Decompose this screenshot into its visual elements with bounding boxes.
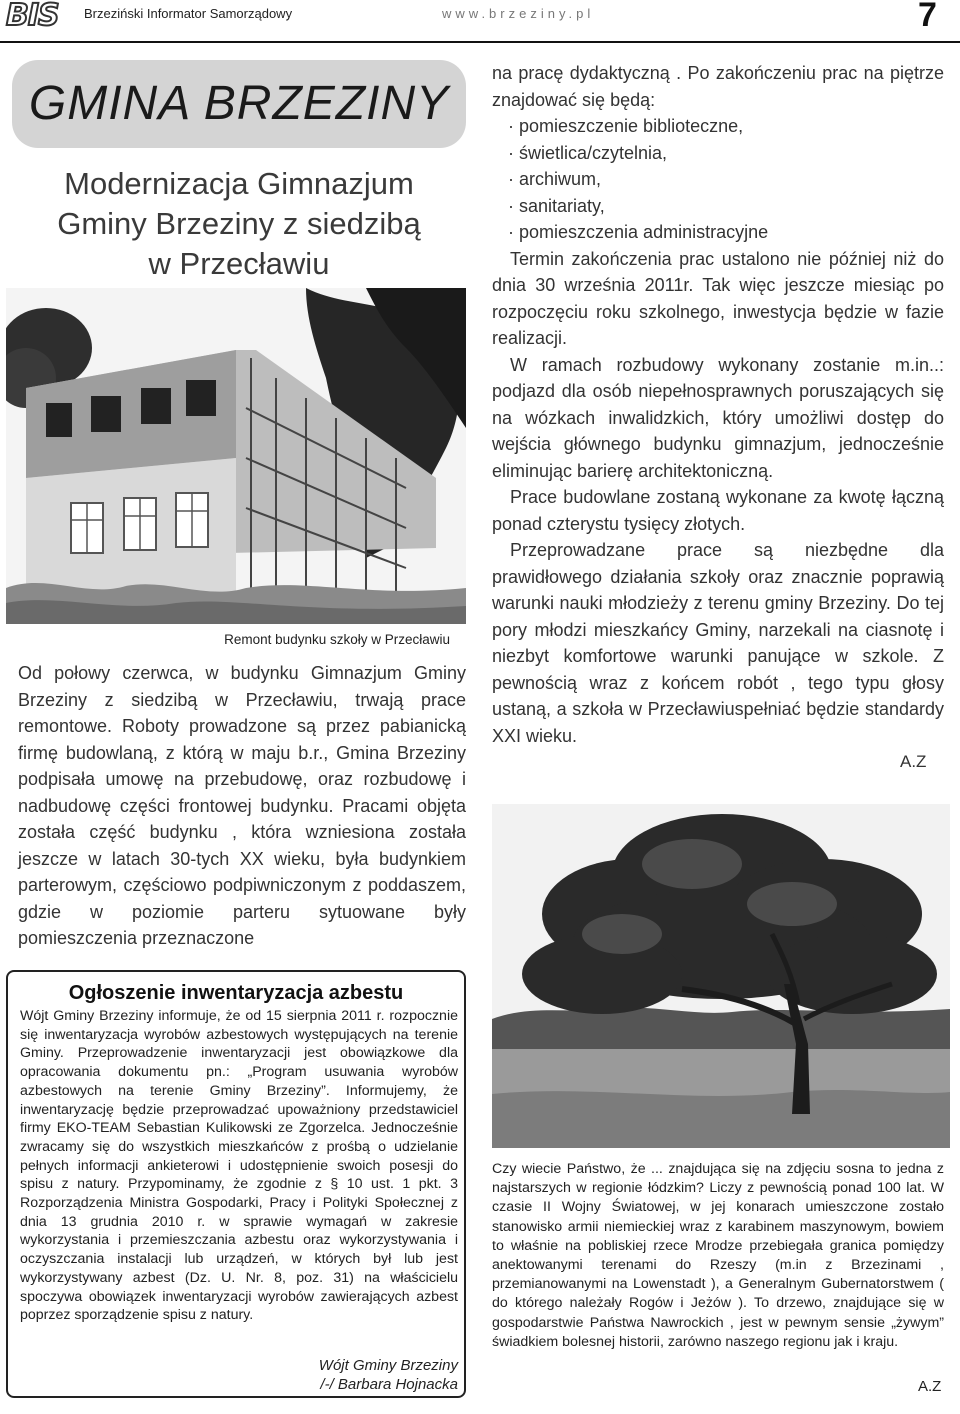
list-item: · świetlica/czytelnia, bbox=[508, 142, 668, 163]
article-paragraph: na pracę dydaktyczną . Po zakończeniu prac na piętrze znajdować się będą: bbox=[492, 63, 944, 110]
article-paragraph: Prace budowlane zostaną wykonane za kwotę łączną ponad czterystu tysięcy złotych. bbox=[492, 487, 944, 534]
header-rule bbox=[0, 41, 960, 43]
list-item: · archiwum, bbox=[508, 169, 602, 189]
list-item: · sanitariaty, bbox=[508, 195, 605, 216]
logo-text: BIS bbox=[6, 0, 59, 33]
pine-tree-photo bbox=[492, 804, 950, 1148]
list-item: · pomieszczenie biblioteczne, bbox=[508, 116, 744, 136]
subtitle-line: Gminy Brzeziny z siedzibą bbox=[57, 206, 421, 241]
photo-caption: Remont budynku szkoły w Przecławiu bbox=[224, 632, 450, 647]
tree-article-signature: A.Z bbox=[918, 1378, 942, 1395]
article-paragraph: Od połowy czerwca, w budynku Gimnazjum Gminy Brzeziny z siedzibą w Przecławiu, trwają prace remontowe. Roboty prowadzone są przez pabianicką firmę budowlaną, z którą w maju b.r., Gmina Brzeziny podpisała umowę na przebudowę, oraz rozbudowę i nadbudowę części frontowej budynku. Pracami objęta została część budynku , która wzniesiona została jeszcze w latach 30-tych XX wieku, była budynkiem parterowym, częściowo podpiwniczonym z poddaszem, gdzie w poziomie parteru sytuowane były pomieszczenia przeznaczone bbox=[18, 663, 466, 948]
subtitle-line: w Przecławiu bbox=[148, 246, 330, 281]
list-item: · pomieszczenia administracyjne bbox=[508, 222, 769, 242]
article-signature: A.Z bbox=[900, 752, 927, 771]
article-subtitle bbox=[12, 164, 466, 284]
pine-tree-article: Czy wiecie Państwo, że ... znajdująca się na zdjęciu sosna to jedna z najstarszych w regionie łódzkim? Liczy z pewnością ponad 100 lat. W czasie II Wojny Światowej, w jej konarach umieszczone zostało stanowisko armii niemieckiej wraz z karabinem maszynowym, bowiem to właśnie na pobliskiej rzece Mrodze przebiegała granica pomiędzy anektowanymi terenami do Rzeszy (m.in z Brzezinami , przemianowanymi na Lowenstadt ), a Generalnym Gubernatorstwem ( do którego należały Rogów i Jeżów ). To drzewo, znajdujące się w gospodarstwie Państwa Nawrockich , jest w pewnym sensie „żywym” świadkiem bolesnej historii, zarówno naszego regionu jak i kraju. bbox=[492, 1161, 944, 1350]
article-paragraph: Przeprowadzane prace są niezbędne dla prawidłowego działania szkoły oraz znacznie poprawią warunki nauki młodzieży z terenu gminy Brzeziny. Do tej pory młodzi mieszkańcy Gminy, narzekali na ciasnotę i niezbyt komfortowe warunki panujące w szkole. Z pewnością wraz z końcem robót , tego typu głosy ustaną, a szkoła w Przecławiuspełniać będzie standardy XXI wieku. bbox=[492, 540, 944, 746]
site-url[interactable]: www.brzeziny.pl bbox=[442, 6, 595, 21]
publication-name: Brzeziński Informator Samorządowy bbox=[84, 6, 293, 21]
notice-title: Ogłoszenie inwentaryzacja azbestu bbox=[68, 982, 404, 1004]
school-renovation-photo bbox=[6, 288, 466, 624]
article-column-2 bbox=[492, 60, 944, 749]
notice-body: Wójt Gminy Brzeziny informuje, że od 15 sierpnia 2011 r. rozpocznie się inwentaryzacja wyrobów azbestowych występujących na terenie Gminy. Przeprowadzenie inwentaryzacji jest obowiązkowe dla opracowania dokumentu pn.: „Program usuwania wyrobów azbestowych na terenie Gminy Brzeziny”. Informujemy, że inwentaryzację będzie przeprowadzać upoważniony przedstawiciel firmy EKO-TEAM Sebastian Kulikowski ze Zgorzelca. Jednocześnie zwracamy się do wszystkich mieszkańców z prośbą o udzielanie pełnych informacji ankieterowi i udostępnienie swoich posesji do spisu z natury. Przypominamy, że zgodnie z § 10 ust. 1 pkt. 3 Rozporządzenia Ministra Gospodarki, Pracy i Polityki Społecznej z dnia 13 grudnia 2010 r. w sprawie wymagań w zakresie wykorzystania i przemieszczania azbestu oraz wykorzystywania i oczyszczania instalacji lub urządzeń, w których był lub jest wykorzystywany azbest (Dz. U. Nr. 8, poz. 31) na właścicielu spoczywa obowiązek inwentaryzacji wyrobów zawierających azbest poprzez sporządzenie spisu z natury. bbox=[20, 1008, 458, 1324]
notice-signature bbox=[20, 1356, 458, 1394]
signature-line: Wójt Gminy Brzeziny bbox=[318, 1357, 458, 1374]
bis-logo bbox=[6, 0, 78, 32]
page-title: GMINA BRZEZINY bbox=[28, 77, 450, 130]
subtitle-line: Modernizacja Gimnazjum bbox=[64, 166, 414, 201]
article-paragraph: Termin zakończenia prac ustalono nie później niż do dnia 30 września 2011r. Tak więc jeszcze miesiąc po rozpoczęciu roku szkolnego, inwestycja będzie w fazie realizacji. bbox=[492, 248, 944, 348]
article-paragraph: W ramach rozbudowy wykonany zostanie m.in..: podjazd dla osób niepełnosprawnych poruszających się na wózkach inwalidzkich, który umożliwi dostęp do wejścia głównego budynku gimnazjum, jednocześnie eliminując barierę architektoniczną. bbox=[492, 354, 944, 481]
page-number: 7 bbox=[918, 0, 937, 34]
signature-line: /-/ Barbara Hojnacka bbox=[320, 1376, 458, 1393]
article-column-1 bbox=[18, 660, 466, 952]
